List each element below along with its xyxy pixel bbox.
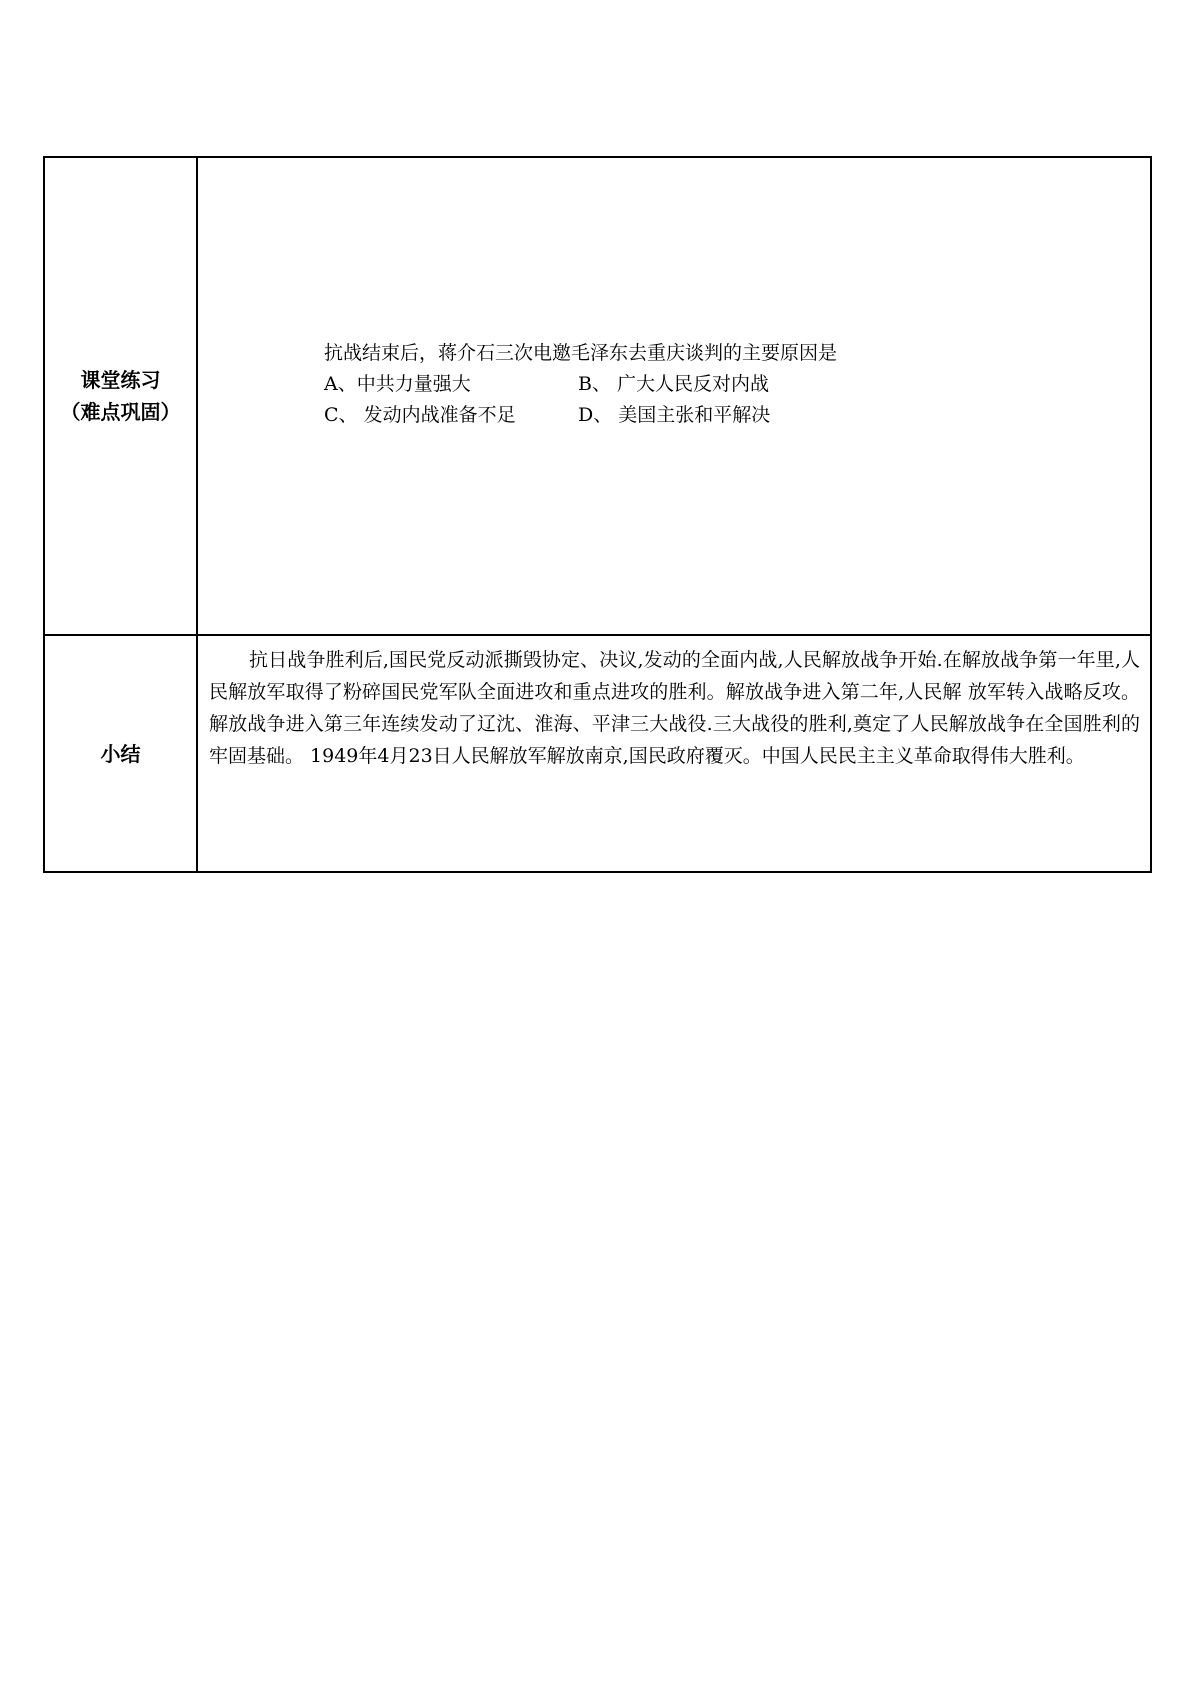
option-a: A、中共力量强大 [324,373,471,395]
practice-label-line1: 课堂练习 [80,368,161,392]
practice-label-cell [44,157,197,635]
summary-content-cell [197,635,1151,872]
options-row-1 [324,369,837,400]
summary-row [44,635,1151,872]
option-d: D、 美国主张和平解决 [578,404,771,426]
options-row-2 [324,400,837,431]
practice-label-line2: （难点巩固） [60,400,181,424]
summary-text: 抗日战争胜利后,国民党反动派撕毁协定、决议,发动的全面内战,人民解放战争开始.在解放战争第一年里,人民解放军取得了粉碎国民党军队全面进攻和重点进攻的胜利。解放战争进入第二年,人民解 放军转入战略反攻。解放战争进入第三年连续发动了辽沈、淮海、平津三大战役.三大战役的胜利,奠定了人民解放战争在全国胜利的牢固基础。 1949年4月23日人民解放军解放南京,国民政府覆灭。中国人民民主主义革命取得伟大胜利。 [209,649,1140,767]
option-c: C、 发动内战准备不足 [324,404,516,426]
summary-label: 小结 [100,741,141,766]
practice-question-block [324,338,837,431]
option-b: B、 广大人民反对内战 [578,373,770,395]
practice-content-cell [197,157,1151,635]
practice-question: 抗战结束后，蒋介石三次电邀毛泽东去重庆谈判的主要原因是 [324,342,838,364]
summary-label-cell [44,635,197,872]
lesson-table [43,156,1152,873]
practice-row [44,157,1151,635]
